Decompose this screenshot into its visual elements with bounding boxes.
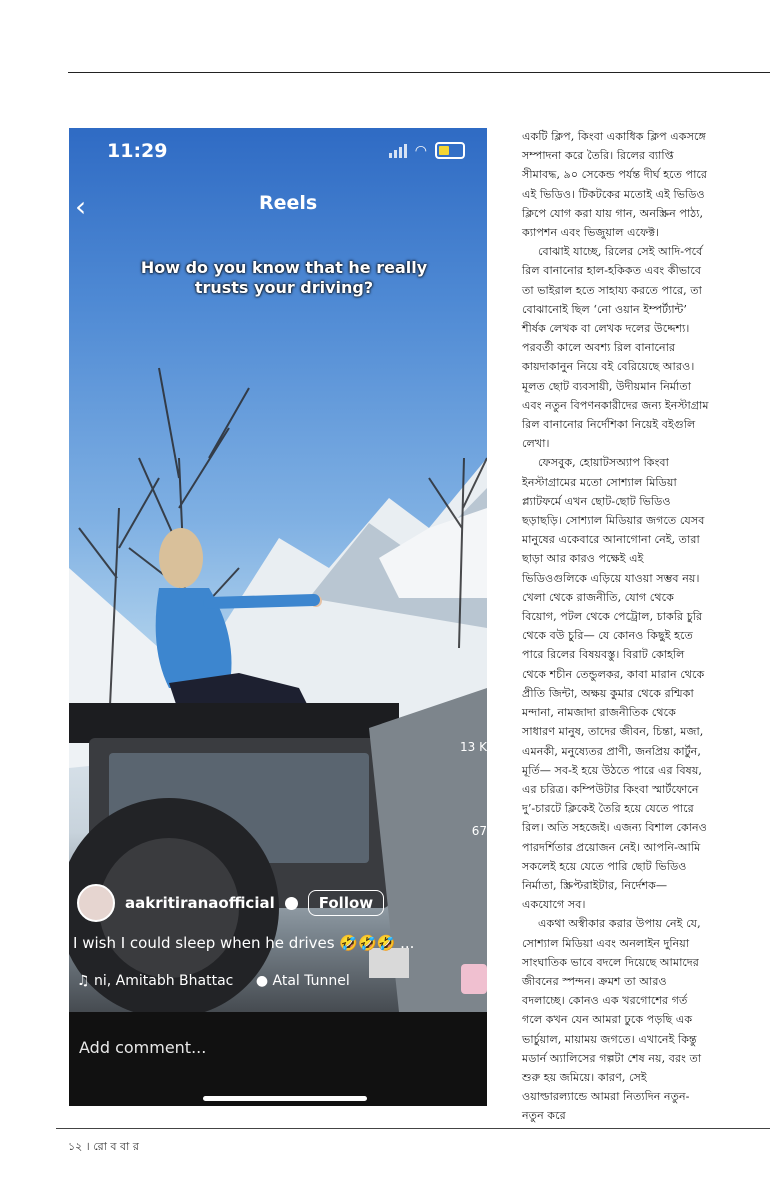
- video-overlay-caption: How do you know that he really trusts your driving?: [140, 258, 428, 297]
- footer-rule: [56, 1128, 770, 1129]
- comment-bar: [69, 1012, 487, 1106]
- battery-icon: [435, 142, 465, 159]
- comment-count[interactable]: 67: [471, 824, 487, 838]
- audio-track[interactable]: ni, Amitabh Bhattac: [94, 973, 234, 989]
- username[interactable]: aakritiranaofficial: [125, 894, 275, 912]
- article-paragraph: বোঝাই যাচ্ছে, রিলের সেই আদি-পর্বে রিল বানানোর হাল-হকিকত এবং কীভাবে তা ভাইরাল হতে সাহায্য করতে পারে, তা বোঝানোই ছিল ‘নো ওয়ান ইম্পর্ট্যান্ট’ শীর্ষক লেখক বা লেখক দলের উদ্দেশ্য। পরবর্তী কালে অবশ্য রিল বানানোর কায়দাকানুন নিয়ে বই বেরিয়েছে আরও। মূলত ছোট ব্যবসায়ী, উদীয়মান নির্মাতা এবং নতুন বিপণনকারীদের জন্য ইনস্টাগ্রাম রিল বানানোর নির্দেশিকা নিয়েই বইগুলি লেখা।: [522, 245, 709, 451]
- reels-title: Reels: [259, 192, 318, 214]
- add-comment-input[interactable]: Add comment...: [79, 1038, 207, 1057]
- article-column: [522, 127, 710, 1126]
- status-icons: [389, 142, 465, 159]
- article-paragraph: একটি ক্লিপ, কিংবা একাধিক ক্লিপ একসঙ্গে সম্পাদনা করে তৈরি। রিলের ব্যাপ্তি সীমাবদ্ধ, ৯০ সেকেন্ড পর্যন্ত দীর্ঘ হতে পারে এই ভিডিও। টিকটকের মতোই এই ভিডিও ক্লিপে যোগ করা যায় গান, অনস্ক্রিন পাঠ্য, ক্যাপশন এবং ভিজুয়াল এফেক্ট।: [522, 130, 708, 240]
- reel-author-row: [77, 884, 384, 922]
- article-paragraph: একথা অস্বীকার করার উপায় নেই যে, সোশ্যাল মিডিয়া এবং অনলাইন দুনিয়া সাংঘাতিক ভাবে বদলে দিয়েছে আমাদের জীবনের স্পন্দন। ক্রমশ তা আরও বদলাচ্ছে। কোনও এক খরগোশের গর্ত গলে কখন যেন আমরা ঢুকে পড়ছি এক ভার্চুয়াল, মায়াময় জগতে। এখানেই কিন্তু মডার্ন অ্যালিসের গল্পটা শেষ নয়, বরং তা শুরু হয় জমিয়ে। কারণ, সেই ওয়াল্ডারল্যান্ডে আমরা নিত্যদিন নতুন-নতুন করে: [522, 917, 702, 1123]
- like-count[interactable]: 13 K: [460, 740, 487, 754]
- article-paragraph: ফেসবুক, হোয়াটসঅ্যাপ কিংবা ইনস্টাগ্রামের মতো সোশ্যাল মিডিয়া প্ল্যাটফর্মে এখন ছোট-ছোট ভিডিও ছড়াছড়ি। সোশ্যাল মিডিয়ার জগতে যেসব মানুষের একেবারে আনাগোনা নেই, তারা ছাড়া আর কারও পক্ষেই এই ভিডিওগুলিকে এড়িয়ে যাওয়া সম্ভব নয়। খেলা থেকে রাজনীতি, যোগ থেকে বিয়োগ, পটল থেকে পেট্রোল, চাকরি চুরি থেকে বউ চুরি— যে কোনও কিছুই হতে পারে রিলের বিষয়বস্তু। বিরাট কোহলি থেকে শচীন তেন্ডুলকর, কাবা মারান থেকে প্রীতি জিন্টা, অক্ষয় কুমার থেকে রশ্মিকা মন্দানা, নামজাদা রাজনীতিক থেকে সাধারণ মানুষ, তাদের জীবন, চিন্তা, মজা, এমনকী, মনুষ্যেতর প্রাণী, জনপ্রিয় কার্টুন, মূর্তি— সব-ই হয়ে উঠতে পারে এর বিষয়, এর চরিত্র। কম্পিউটার কিংবা স্মার্টফোনে দু’-চারটে ক্লিকেই তৈরি হয়ে যেতে পারে রিল। অতি সহজেই। এজন্য বিশাল কোনও পারদর্শিতার প্রয়োজন নেই। আপনি-আমি সকলেই হয়ে যেতে পারি ছোট ভিডিও নির্মাতা, স্ক্রিপ্টরাইটার, নির্দেশক— একযোগে সব।: [522, 456, 707, 912]
- header-rule: [68, 72, 770, 73]
- audio-thumbnail[interactable]: [461, 964, 487, 994]
- audio-location-row: [77, 973, 350, 989]
- location-pin-icon: ●: [255, 973, 269, 989]
- home-indicator: [203, 1096, 367, 1101]
- music-note-icon: ♫: [77, 973, 90, 989]
- location-tag[interactable]: Atal Tunnel: [272, 973, 350, 989]
- reel-description[interactable]: I wish I could sleep when he drives 🤣🤣🤣 ...: [73, 934, 415, 952]
- reels-screenshot: [69, 128, 487, 1106]
- avatar[interactable]: [77, 884, 115, 922]
- back-arrow-icon[interactable]: ‹: [75, 190, 87, 223]
- status-time: 11:29: [107, 140, 168, 162]
- cellular-signal-icon: [389, 144, 407, 158]
- page-folio: ১২ । রো ব বা র: [68, 1140, 139, 1153]
- follow-button[interactable]: Follow: [308, 890, 384, 916]
- wifi-icon: ◠: [414, 142, 427, 159]
- verified-badge-icon: [285, 897, 298, 910]
